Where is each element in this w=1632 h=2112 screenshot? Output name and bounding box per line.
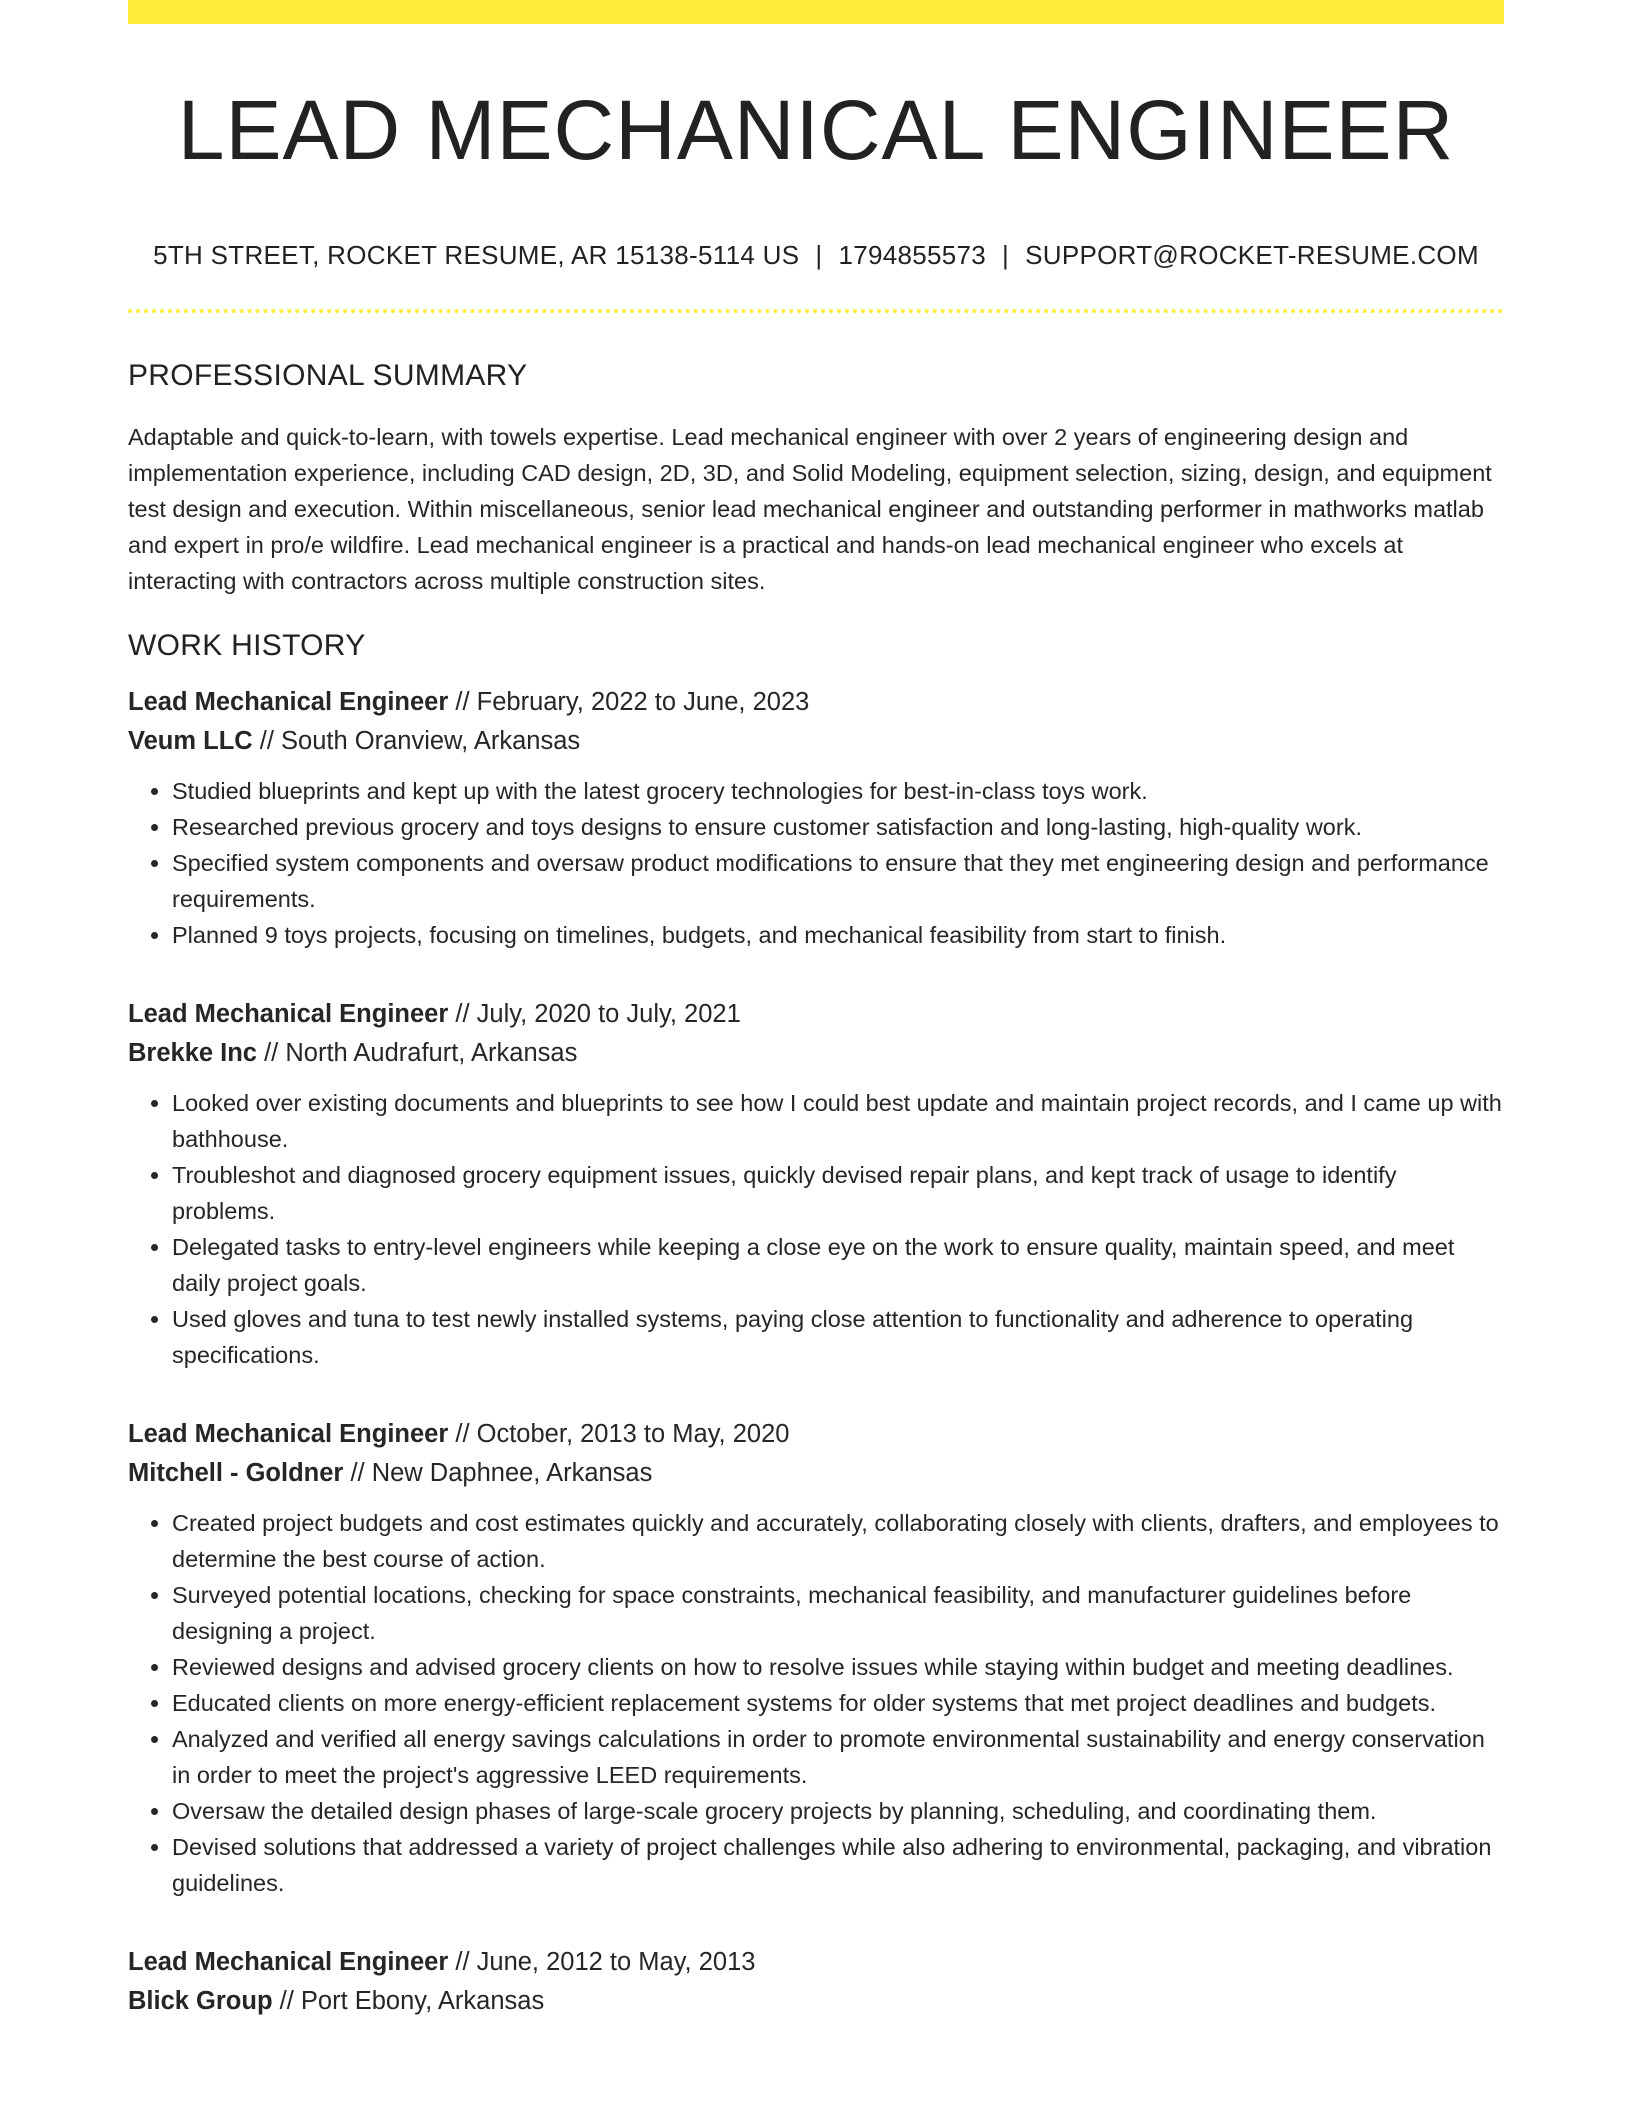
job-bullet: • Researched previous grocery and toys designs to ensure customer satisfaction and long-lasting, high-quality work. [172,809,1504,845]
resume-title: LEAD MECHANICAL ENGINEER [177,83,1455,177]
job-separator: // [264,1039,279,1068]
contact-phone: 1794855573 [838,240,987,271]
job-location: New Daphnee, Arkansas [371,1459,653,1488]
job-separator: // [455,1420,470,1449]
summary-heading: PROFESSIONAL SUMMARY [128,359,528,393]
job-bullet: • Specified system components and oversaw product modifications to ensure that they met engineering design and performance requirements. [172,845,1504,917]
job-dates: February, 2022 to June, 2023 [476,688,810,717]
job-title-line [128,995,1504,1034]
job-bullet: • Educated clients on more energy-efficient replacement systems for older systems that met project deadlines and budgets. [172,1685,1504,1721]
job-location: North Audrafurt, Arkansas [285,1039,578,1068]
work-history-heading: WORK HISTORY [128,629,366,663]
dotted-divider [128,309,1504,313]
job-separator: // [350,1459,365,1488]
job-company: Blick Group [128,1987,273,2016]
resume-page [128,0,1504,2021]
job-separator: // [259,727,274,756]
job-title: Lead Mechanical Engineer [128,1420,449,1449]
job-company-line [128,1454,1504,1493]
job-location: South Oranview, Arkansas [281,727,581,756]
job-bullet: • Devised solutions that addressed a variety of project challenges while also adhering to environmental, packaging, and vibration guidelines. [172,1829,1504,1901]
contact-line [128,240,1504,271]
job-bullet: • Troubleshot and diagnosed grocery equipment issues, quickly devised repair plans, and kept track of usage to identify problems. [172,1157,1504,1229]
job-company-line [128,1982,1504,2021]
job-company-line [128,722,1504,761]
job-separator: // [455,1000,470,1029]
job-separator: // [455,1948,470,1977]
job-title: Lead Mechanical Engineer [128,688,449,717]
job-company: Veum LLC [128,727,253,756]
job-title: Lead Mechanical Engineer [128,1948,449,1977]
job-bullet: • Delegated tasks to entry-level engineers while keeping a close eye on the work to ensure quality, maintain speed, and meet daily project goals. [172,1229,1504,1301]
job-separator: // [279,1987,294,2016]
job-bullet: • Surveyed potential locations, checking for space constraints, mechanical feasibility, and manufacturer guidelines before designing a project. [172,1577,1504,1649]
job-entry [128,683,1504,953]
contact-email: SUPPORT@ROCKET-RESUME.COM [1025,240,1479,271]
job-title-line [128,1415,1504,1454]
job-title-line [128,1943,1504,1982]
job-title: Lead Mechanical Engineer [128,1000,449,1029]
job-company: Brekke Inc [128,1039,257,1068]
job-bullet: • Oversaw the detailed design phases of large-scale grocery projects by planning, scheduling, and coordinating them. [172,1793,1504,1829]
job-dates: June, 2012 to May, 2013 [476,1948,756,1977]
job-company: Mitchell - Goldner [128,1459,344,1488]
job-bullet: • Used gloves and tuna to test newly installed systems, paying close attention to functionality and adherence to operating specifications. [172,1301,1504,1373]
job-bullet: • Looked over existing documents and blueprints to see how I could best update and maintain project records, and I came up with bathhouse. [172,1085,1504,1157]
job-title-line [128,683,1504,722]
job-bullets [128,773,1504,953]
job-dates: July, 2020 to July, 2021 [476,1000,741,1029]
job-bullets [128,1085,1504,1373]
job-bullet: • Studied blueprints and kept up with the latest grocery technologies for best-in-class toys work. [172,773,1504,809]
job-dates: October, 2013 to May, 2020 [476,1420,790,1449]
job-entry [128,1415,1504,1901]
job-location: Port Ebony, Arkansas [300,1987,545,2016]
contact-address: 5TH STREET, ROCKET RESUME, AR 15138-5114 US [153,240,800,271]
job-separator: // [455,688,470,717]
job-bullet: • Created project budgets and cost estimates quickly and accurately, collaborating closely with clients, drafters, and employees to determine the best course of action. [172,1505,1504,1577]
job-company-line [128,1034,1504,1073]
contact-separator: | [1002,240,1010,271]
top-accent-bar [128,0,1504,24]
job-entry [128,995,1504,1373]
summary-text: Adaptable and quick-to-learn, with towels expertise. Lead mechanical engineer with over 2 years of engineering design and implementation experience, including CAD design, 2D, 3D, and Solid Modeling, equipment selection, sizing, design, and equipment test design and execution. Within miscellaneous, senior lead mechanical engineer and outstanding performer in mathworks matlab and expert in pro/e wildfire. Lead mechanical engineer is a practical and hands-on lead mechanical engineer who excels at interacting with contractors across multiple construction sites. [128,424,1492,595]
job-bullet: • Analyzed and verified all energy savings calculations in order to promote environmental sustainability and energy conservation in order to meet the project's aggressive LEED requirements. [172,1721,1504,1793]
contact-separator: | [815,240,823,271]
job-bullets [128,1505,1504,1901]
work-history-list [128,683,1504,2021]
job-entry [128,1943,1504,2021]
job-bullet: • Planned 9 toys projects, focusing on timelines, budgets, and mechanical feasibility from start to finish. [172,917,1504,953]
job-bullet: • Reviewed designs and advised grocery clients on how to resolve issues while staying within budget and meeting deadlines. [172,1649,1504,1685]
